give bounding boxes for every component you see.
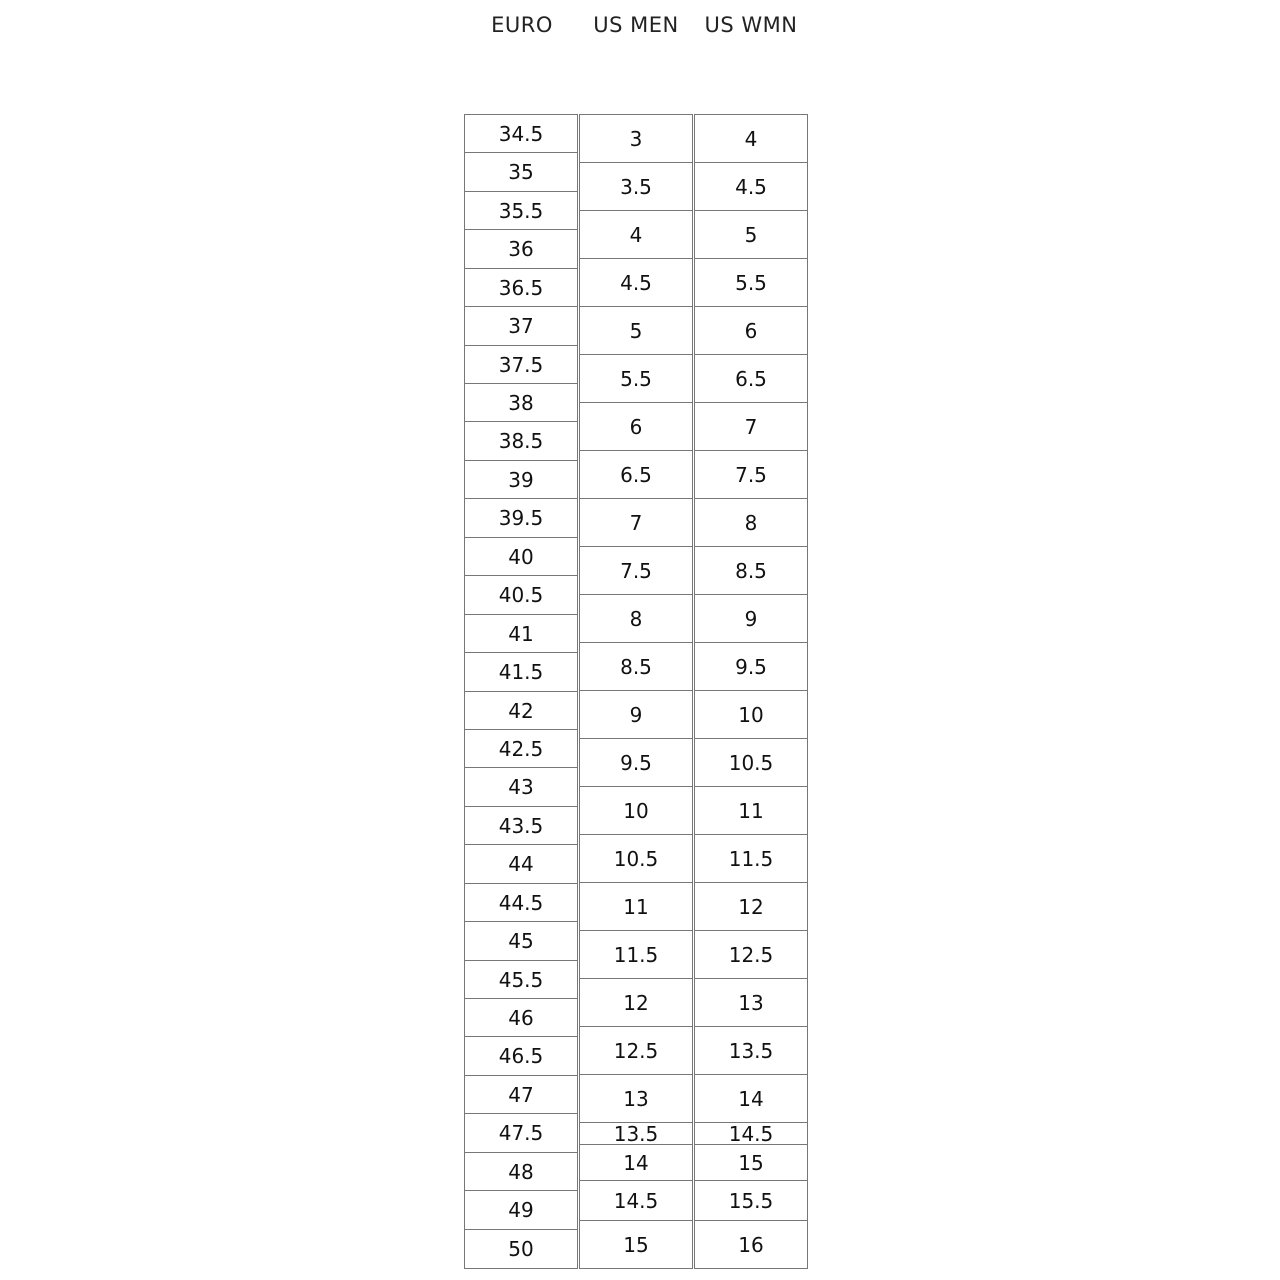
us-wmn-size-cell: 6.5: [695, 355, 807, 403]
us-wmn-size-cell: 12.5: [695, 931, 807, 979]
us-men-size-cell: 13.5: [580, 1123, 692, 1145]
us-men-size-cell: 12.5: [580, 1027, 692, 1075]
euro-size-cell: 38: [465, 384, 577, 422]
us-wmn-size-cell: 14.5: [695, 1123, 807, 1145]
euro-size-cell: 42.5: [465, 730, 577, 768]
us-men-size-cell: 10: [580, 787, 692, 835]
us-men-size-cell: 9: [580, 691, 692, 739]
euro-size-cell: 39: [465, 461, 577, 499]
us-men-size-cell: 4: [580, 211, 692, 259]
us-men-size-cell: 11: [580, 883, 692, 931]
us-men-header: US MEN: [593, 13, 679, 37]
euro-size-cell: 42: [465, 692, 577, 730]
us-wmn-size-cell: 15.5: [695, 1181, 807, 1221]
euro-size-cell: 41.5: [465, 653, 577, 692]
us-men-size-cell: 3.5: [580, 163, 692, 211]
us-men-size-cell: 11.5: [580, 931, 692, 979]
euro-size-cell: 35.5: [465, 192, 577, 230]
us-men-size-cell: 14: [580, 1145, 692, 1181]
us-wmn-size-cell: 15: [695, 1145, 807, 1181]
us-men-size-cell: 7: [580, 499, 692, 547]
us-wmn-size-cell: 4: [695, 115, 807, 163]
us-men-size-cell: 6: [580, 403, 692, 451]
us-wmn-size-cell: 11.5: [695, 835, 807, 883]
us-wmn-size-cell: 11: [695, 787, 807, 835]
us-men-size-cell: 5.5: [580, 355, 692, 403]
euro-size-cell: 35: [465, 153, 577, 192]
us-wmn-column: [694, 114, 808, 1269]
euro-size-cell: 47: [465, 1076, 577, 1114]
us-wmn-size-cell: 13.5: [695, 1027, 807, 1075]
us-men-size-cell: 12: [580, 979, 692, 1027]
us-men-size-cell: 13: [580, 1075, 692, 1123]
euro-size-cell: 43.5: [465, 807, 577, 845]
us-wmn-size-cell: 9.5: [695, 643, 807, 691]
us-men-column: [579, 114, 693, 1269]
euro-size-cell: 34.5: [465, 115, 577, 153]
us-wmn-size-cell: 10: [695, 691, 807, 739]
us-wmn-size-cell: 5.5: [695, 259, 807, 307]
us-wmn-size-cell: 7: [695, 403, 807, 451]
us-men-size-cell: 5: [580, 307, 692, 355]
euro-size-cell: 48: [465, 1153, 577, 1191]
us-men-size-cell: 10.5: [580, 835, 692, 883]
us-men-size-cell: 15: [623, 1232, 649, 1257]
us-wmn-size-cell: 4.5: [695, 163, 807, 211]
euro-size-cell: 46: [465, 999, 577, 1037]
euro-size-cell: 47.5: [465, 1114, 577, 1153]
euro-size-cell: 39.5: [465, 499, 577, 538]
us-wmn-size-cell: 14: [695, 1075, 807, 1123]
euro-size-cell: 37: [465, 307, 577, 346]
euro-size-cell: 44: [465, 845, 577, 884]
us-wmn-size-cell: 6: [695, 307, 807, 355]
us-wmn-size-cell: 10.5: [695, 739, 807, 787]
us-wmn-size-cell: 5: [695, 211, 807, 259]
us-men-size-cell: 8: [580, 595, 692, 643]
euro-size-cell: 38.5: [465, 422, 577, 461]
us-men-size-cell: 6.5: [580, 451, 692, 499]
euro-size-cell: 44.5: [465, 884, 577, 922]
us-wmn-header: US WMN: [704, 13, 798, 37]
us-men-size-cell: 4.5: [580, 259, 692, 307]
us-wmn-size-cell: 13: [695, 979, 807, 1027]
euro-size-cell: 36.5: [465, 269, 577, 307]
euro-size-cell: 37.5: [465, 346, 577, 384]
euro-size-cell: 43: [465, 768, 577, 807]
us-wmn-size-cell: 8: [695, 499, 807, 547]
euro-size-cell: 45.5: [465, 961, 577, 999]
euro-header: EURO: [491, 13, 553, 37]
euro-size-cell: 46.5: [465, 1037, 577, 1076]
euro-size-cell: 41: [465, 615, 577, 653]
euro-size-cell: 40: [465, 538, 577, 576]
us-wmn-size-cell: 12: [695, 883, 807, 931]
us-wmn-size-cell: 7.5: [695, 451, 807, 499]
euro-size-cell: 36: [465, 230, 577, 269]
us-wmn-size-cell: 9: [695, 595, 807, 643]
euro-size-cell: 40.5: [465, 576, 577, 615]
euro-size-cell: 45: [465, 922, 577, 961]
us-men-size-cell: 9.5: [580, 739, 692, 787]
us-men-size-cell: 8.5: [580, 643, 692, 691]
us-men-size-cell: 14.5: [580, 1181, 692, 1221]
us-men-size-cell: 3: [580, 115, 692, 163]
us-wmn-size-cell: 8.5: [695, 547, 807, 595]
euro-size-cell: 50: [508, 1237, 534, 1261]
us-wmn-size-cell: 16: [738, 1232, 764, 1257]
euro-size-cell: 49: [465, 1191, 577, 1230]
euro-column: [464, 114, 578, 1269]
us-men-size-cell: 7.5: [580, 547, 692, 595]
